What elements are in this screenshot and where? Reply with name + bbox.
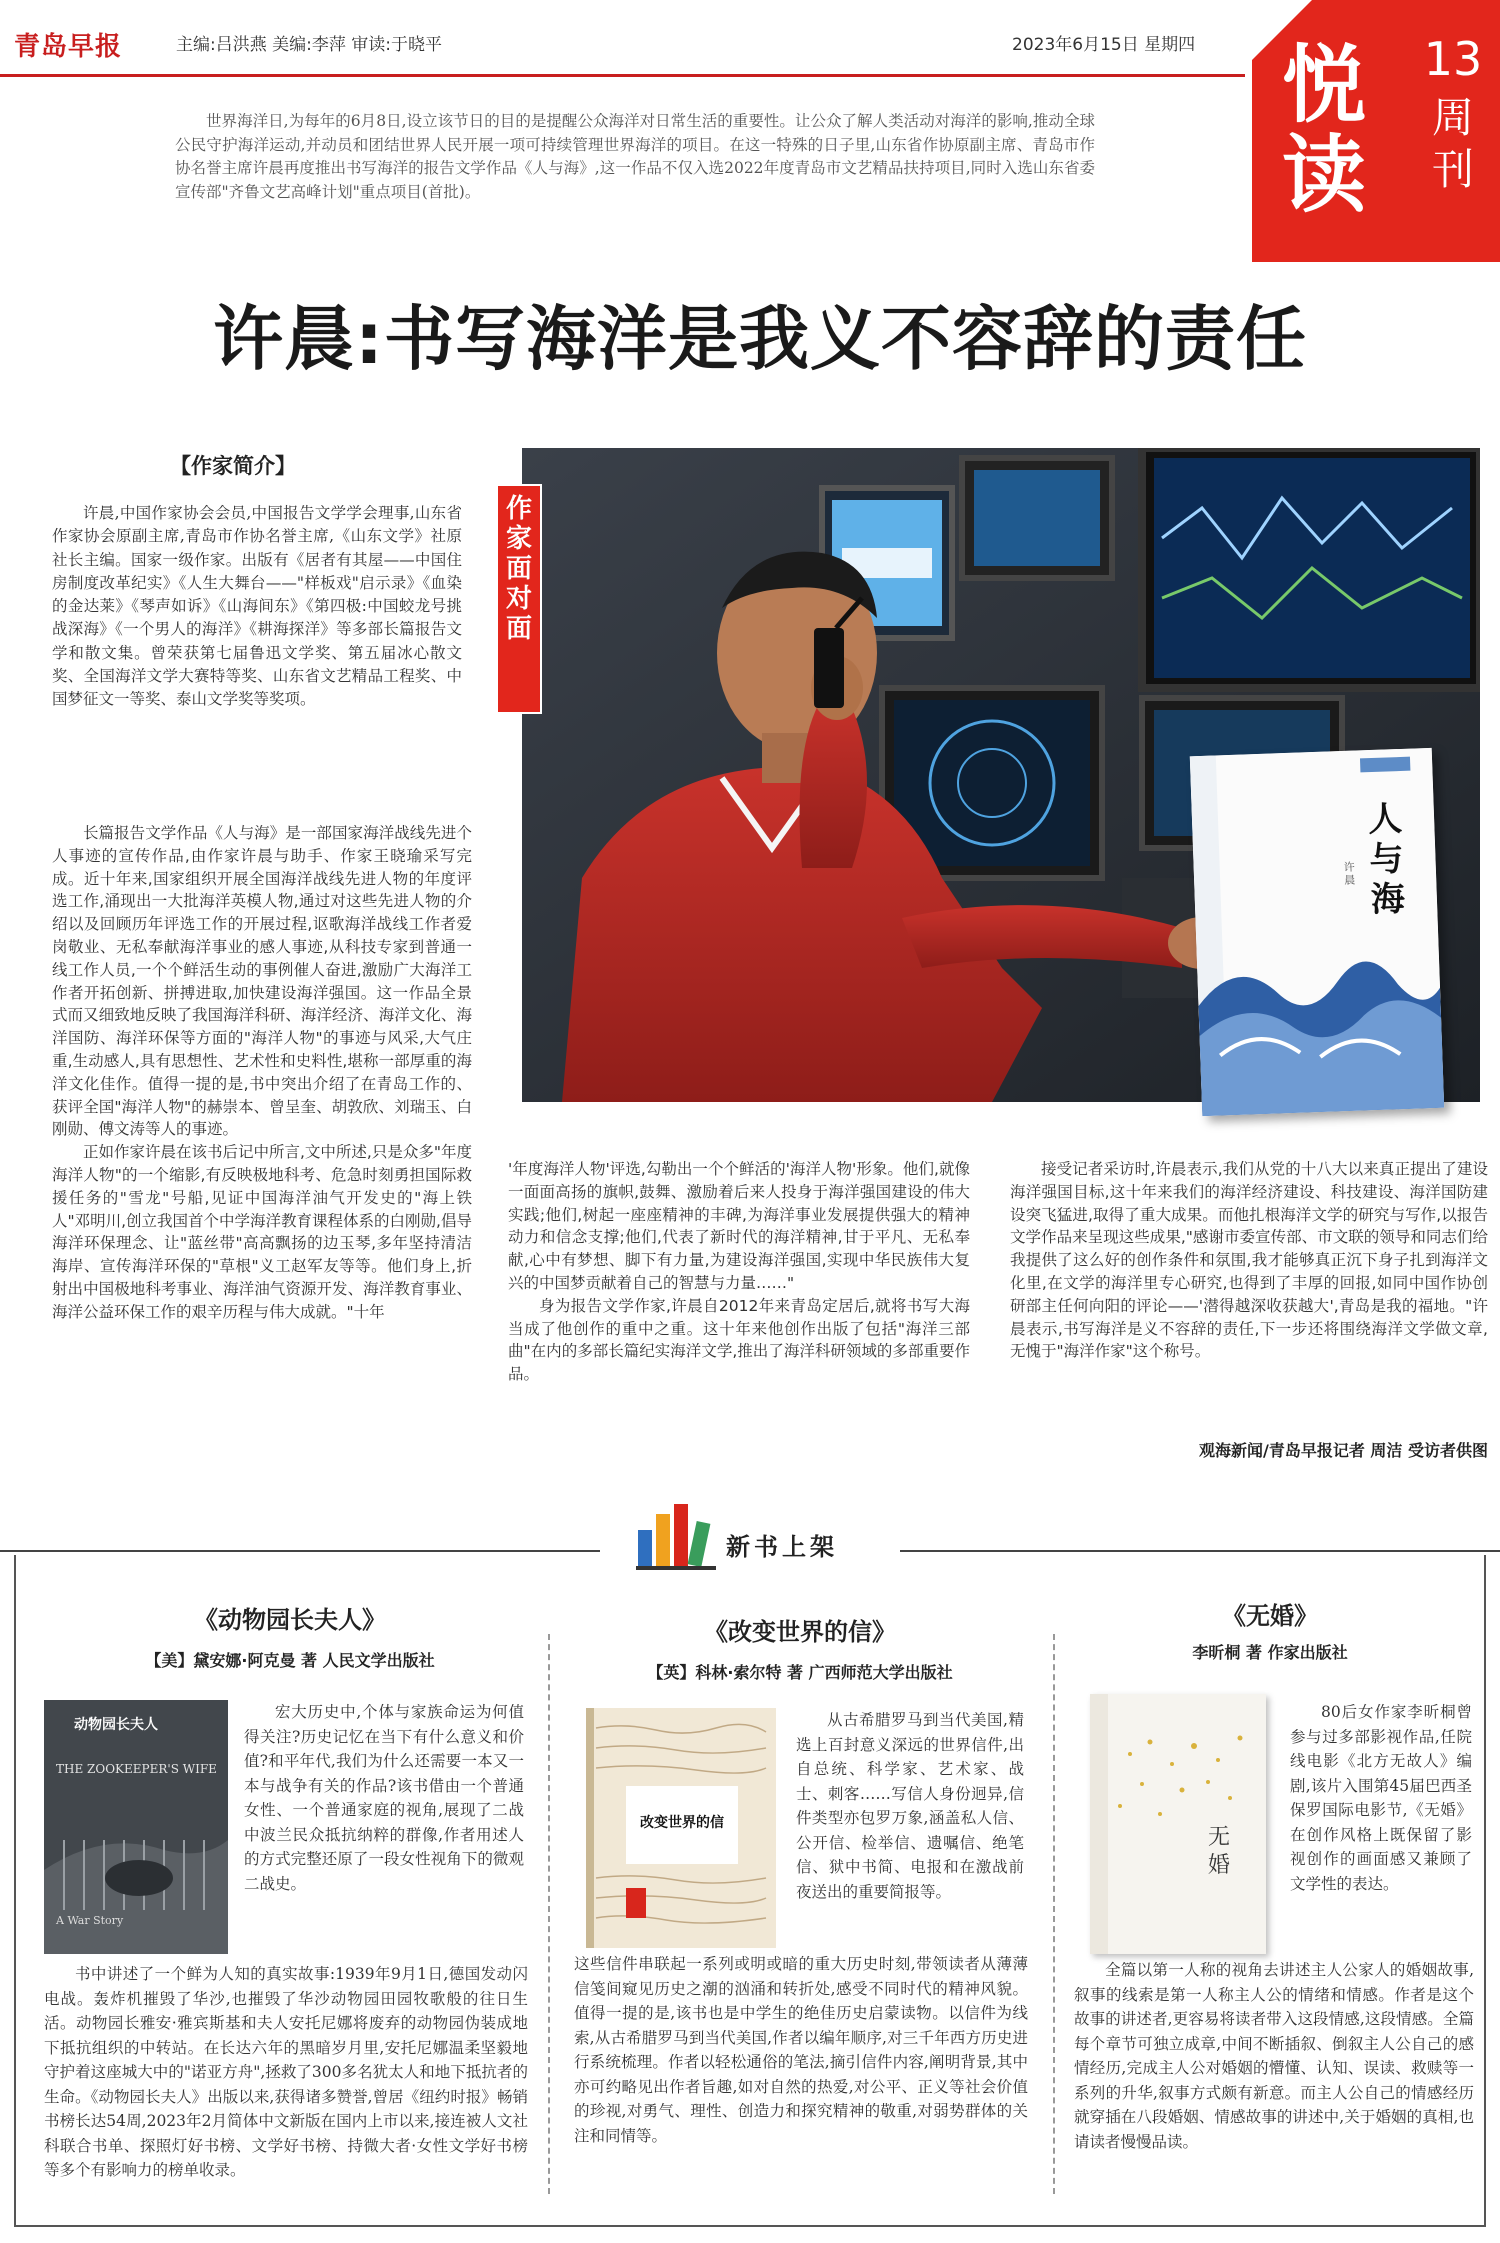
weekly-label: 周刊	[1431, 93, 1474, 194]
newspaper-logo: 青岛早报	[14, 31, 123, 62]
book-1-cover-subtitle: THE ZOOKEEPER'S WIFE	[56, 1762, 217, 1776]
article-byline: 观海新闻/青岛早报记者 周洁 受访者供图	[1199, 1441, 1488, 1460]
book-2-body: 这些信件串联起一系列或明或暗的重大历史时刻,带领读者从薄薄信笺间窥见历史之潮的汹涌和转折处,感受不同时代的精神风貌。值得一提的是,该书也是中学生的绝佳历史启蒙读物。以信件为线索,从古希腊罗马到当代美国,作者以编年顺序,对三千年西方历史进行系统梳理。作者以轻松通俗的笔法,摘引信件内容,阐明背景,其中亦可约略见出作者旨趣,如对自然的热爱,对公平、正义等社会价值的珍视,对勇气、理性、创造力和探究精神的敬重,对弱势群体的关注和同情等。	[574, 1955, 1028, 2145]
book-3-title: 《无婚》	[1222, 1601, 1318, 1630]
page-number: 13	[1423, 32, 1483, 86]
book-2-title: 《改变世界的信》	[704, 1617, 896, 1646]
column-divider	[1053, 1634, 1055, 2194]
book-2-summary: 从古希腊罗马到当代美国,精选上百封意义深远的世界信件,出自总统、科学家、艺术家、战士、刺客……写信人身份迥异,信件类型亦包罗万象,涵盖私人信、公开信、检举信、遗嘱信、绝笔信、狱中书简、电报和在激战前夜送出的重要简报等。	[796, 1711, 1024, 1901]
book-cover-title: 人与海	[1367, 798, 1406, 921]
book-cover-ren-yu-hai	[1190, 748, 1444, 1116]
article-headline: 许晨:书写海洋是我义不容辞的责任	[213, 298, 1307, 380]
new-books-section-title: 新书上架	[726, 1533, 838, 1561]
article-paragraph: 正如作家许晨在该书后记中所言,文中所述,只是众多"年度海洋人物"的一个缩影,有反映极地科考、危急时刻勇担国际救援任务的"雪龙"号船,见证中国海洋油气开发史的"海上铁人"邓明川,创立我国首个中学海洋教育课程体系的白刚勋,倡导海洋环保理念、让"蓝丝带"高高飘扬的边玉琴,多年坚持清洁海岸、宣传海洋环保的"草根"义工赵军友等等。他们身上,折射出中国极地科考事业、海洋油气资源开发、海洋教育事业、海洋公益环保工作的艰辛历程与伟大成就。"十年	[52, 1143, 472, 1321]
issue-date: 2023年6月15日 星期四	[1012, 35, 1196, 55]
book-3-body: 全篇以第一人称的视角去讲述主人公家人的婚姻故事,叙事的线索是第一人称主人公的情绪和情感。作者是这个故事的讲述者,更容易将读者带入这段情感,这段情感。全篇每个章节可独立成章,中间不断插叙、倒叙主人公自己的感情经历,完成主人公对婚姻的懵懂、认知、误读、救赎等一系列的升华,叙事方式颇有新意。而主人公自己的情感经历就穿插在八段婚姻、情感故事的讲述中,关于婚姻的真相,也请读者慢慢品读。	[1074, 1961, 1474, 2151]
book-1-cover-note: A War Story	[56, 1914, 124, 1927]
book-1-meta: 【美】黛安娜·阿克曼 著 人民文学出版社	[145, 1651, 435, 1670]
article-intro: 世界海洋日,为每年的6月8日,设立该节日的目的是提醒公众海洋对日常生活的重要性。让公众了解人类活动对海洋的影响,推动全球公民守护海洋运动,并动员和团结世界人民开展一项可持续管理世界海洋的项目。在这一特殊的日子里,山东省作协原副主席、青岛市作协名誉主席许晨再度推出书写海洋的报告文学作品《人与海》,这一作品不仅入选2022年度青岛市文艺精品扶持项目,同时入选山东省委宣传部"齐鲁文艺高峰计划"重点项目(首批)。	[175, 112, 1095, 201]
profile-text: 许晨,中国作家协会会员,中国报告文学学会理事,山东省作家协会原副主席,青岛市作协名誉主席,《山东文学》社原社长主编。国家一级作家。出版有《居者有其屋——中国住房制度改革纪实》《人生大舞台——"样板戏"启示录》《血染的金达莱》《琴声如诉》《山海间东》《第四极:中国蛟龙号挑战深海》《一个男人的海洋》《耕海探洋》等多部长篇报告文学和散文集。曾荣获第七届鲁迅文学奖、第五届冰心散文奖、全国海洋文学大赛特等奖、山东省文艺精品工程奖、中国梦征文一等奖、泰山文学奖等奖项。	[52, 504, 462, 709]
column-divider	[548, 1634, 550, 2194]
book-3-meta: 李昕桐 著 作家出版社	[1192, 1643, 1348, 1662]
book-3-cover-title: 无婚	[1208, 1825, 1231, 1878]
book-cover-author: 许晨	[1343, 860, 1356, 888]
book-1-title: 《动物园长夫人》	[194, 1605, 386, 1634]
profile-heading: 【作家简介】	[170, 454, 296, 478]
article-column-3	[1010, 1158, 1488, 1363]
section-rule-left	[0, 1550, 600, 1552]
article-paragraph: 接受记者采访时,许晨表示,我们从党的十八大以来真正提出了建设海洋强国目标,这十年来我们的海洋经济建设、科技建设、海洋国防建设突飞猛进,取得了重大成果。而他扎根海洋文学的研究与写作,以报告文学作品来呈现这些成果,"感谢市委宣传部、市文联的领导和同志们给我提供了这么好的创作条件和氛围,我才能够真正沉下身子扎到海洋文化里,在文学的海洋里专心研究,也得到了丰厚的回报,如同中国作协创研部主任何向阳的评论——'潜得越深收获越大',青岛是我的福地。"许晨表示,书写海洋是义不容辞的责任,下一步还将围绕海洋文学做文章,无愧于"海洋作家"这个称号。	[1010, 1160, 1488, 1361]
section-title: 悦读	[1282, 36, 1367, 224]
book-2-cover	[586, 1708, 776, 1948]
photo-section-tag: 作家面对面	[496, 484, 542, 714]
book-3-cover	[1090, 1694, 1266, 1954]
book-3-summary: 80后女作家李昕桐曾参与过多部影视作品,任院线电影《北方无故人》编剧,该片入围第45届巴西圣保罗国际电影节,《无婚》在创作风格上既保留了影视创作的画面感又兼顾了文学性的表达。	[1290, 1703, 1472, 1893]
book-1-cover-title: 动物园长夫人	[74, 1717, 158, 1733]
article-paragraph: '年度海洋人物'评选,勾勒出一个个鲜活的'海洋人物'形象。他们,就像一面面高扬的旗帜,鼓舞、激励着后来人投身于海洋强国建设的伟大实践;他们,树起一座座精神的丰碑,为海洋事业发展提供强大的精神动力和信念支撑;他们,代表了新时代的海洋精神,甘于平凡、无私奉献,心中有梦想、脚下有力量,为建设海洋强国,实现中华民族伟大复兴的中国梦贡献着自己的智慧与力量……"	[508, 1160, 970, 1292]
section-rule-right	[900, 1550, 1500, 1552]
article-paragraph: 长篇报告文学作品《人与海》是一部国家海洋战线先进个人事迹的宣传作品,由作家许晨与助手、作家王晓瑜采写完成。近十年来,国家组织开展全国海洋战线先进人物的年度评选工作,涌现出一大批海洋英模人物,通过对这些先进人物的介绍以及回顾历年评选工作的开展过程,讴歌海洋战线工作者爱岗敬业、无私奉献海洋事业的感人事迹,从科技专家到普通一线工作人员,一个个鲜活生动的事例催人奋进,激励广大海洋工作者开拓创新、拼搏进取,加快建设海洋强国。这一作品全景式而又细致地反映了我国海洋科研、海洋经济、海洋文化、海洋国防、海洋环保等方面的"海洋人物"的事迹与风采,大气庄重,生动感人,具有思想性、艺术性和史料性,堪称一部厚重的海洋文化佳作。值得一提的是,书中突出介绍了在青岛工作的、获评全国"海洋人物"的赫崇本、曾呈奎、胡敦欣、刘瑞玉、白刚勋、傅文涛等人的事迹。	[52, 824, 472, 1139]
book-1-cover	[44, 1700, 228, 1954]
book-2-meta: 【英】科林·索尔特 著 广西师范大学出版社	[647, 1663, 953, 1682]
article-column-2	[508, 1158, 970, 1386]
header-rule	[0, 74, 1245, 77]
article-paragraph: 身为报告文学作家,许晨自2012年来青岛定居后,就将书写大海当成了他创作的重中之重。这十年来他创作出版了包括"海洋三部曲"在内的多部长篇纪实海洋文学,推出了海洋科研领域的多部重要作品。	[508, 1296, 970, 1384]
book-2-cover-title: 改变世界的信	[640, 1815, 724, 1831]
article-column-1	[52, 822, 472, 1324]
book-1-body: 书中讲述了一个鲜为人知的真实故事:1939年9月1日,德国发动闪电战。轰炸机摧毁了华沙,也摧毁了华沙动物园田园牧歌般的往日生活。动物园长雅安·雅宾斯基和夫人安托尼娜将废弃的动物园伪装成地下抵抗组织的中转站。在长达六年的黑暗岁月里,安托尼娜温柔坚毅地守护着这座城大中的"诺亚方舟",拯救了300多名犹太人和地下抵抗者的生命。《动物园长夫人》出版以来,获得诸多赞誉,曾居《纽约时报》畅销书榜长达54周,2023年2月简体中文新版在国内上市以来,接连被人文社科联合书单、探照灯好书榜、文学好书榜、持微大者·女性文学好书榜等多个有影响力的榜单收录。	[44, 1965, 528, 2179]
editor-credits: 主编:吕洪燕 美编:李萍 审读:于晓平	[176, 35, 442, 55]
book-1-summary: 宏大历史中,个体与家族命运为何值得关注?历史记忆在当下有什么意义和价值?和平年代,我们为什么还需要一本又一本与战争有关的作品?该书借由一个普通女性、一个普通家庭的视角,展现了二战中波兰民众抵抗纳粹的群像,作者用述人的方式完整还原了一段女性视角下的微观二战史。	[244, 1703, 524, 1893]
